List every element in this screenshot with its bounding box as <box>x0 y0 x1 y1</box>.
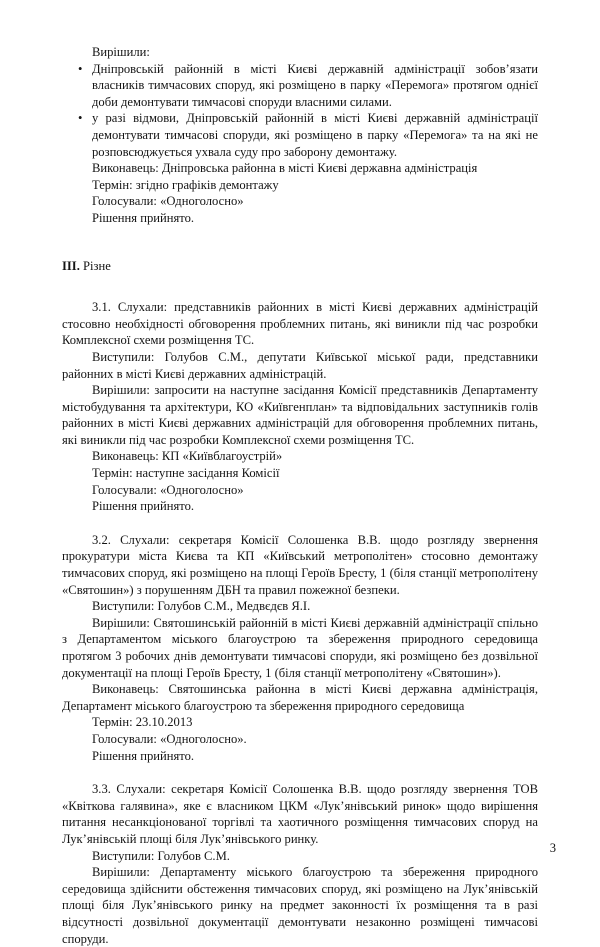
spoke-paragraph: Виступили: Голубов С.М. <box>92 848 230 863</box>
decision-line: Рішення прийнято. <box>92 210 195 225</box>
item-meta-block <box>62 714 538 764</box>
top-item-block <box>62 44 538 227</box>
page-title <box>62 258 538 275</box>
deadline-line: Термін: 23.10.2013 <box>92 715 193 730</box>
vote-line: Голосували: «Одноголосно». <box>92 731 247 746</box>
deadline-line: Термін: наступне засідання Комісії <box>92 466 280 481</box>
page-number: 3 <box>549 841 556 855</box>
agenda-item-3-2 <box>62 532 538 764</box>
resolved-paragraph: Вирішили: запросити на наступне засідання Комісії представників Департаменту містобудування та архітектури, КО «Київгенплан» та відповідальних заступників голів районних в місті Києві державних адміністрацій для обговорення проблемних питань, які виникли під час розробки Комплексної схеми розміщення ТС. <box>62 383 538 447</box>
spacer <box>62 274 538 299</box>
item-meta-block <box>62 448 538 514</box>
deadline-line: Термін: згідно графіків демонтажу <box>92 177 279 192</box>
decision-line: Рішення прийнято. <box>92 748 195 763</box>
section-title-text: Різне <box>79 258 111 273</box>
resolved-paragraph: Вирішили: Департаменту міського благоустрою та збереження природного середовища здійснити обстеження тимчасових споруд, які розміщено на Лук’янівській площі біля Лук’янівського ринку на предмет законності їх розміщення та в разі відсутності дозвільної документації демонтувати незаконно розміщені тимчасові споруди. <box>62 865 538 946</box>
spacer <box>62 515 538 532</box>
listened-paragraph: 3.2. Слухали: секретаря Комісії Солошенка В.В. щодо розгляду звернення прокуратури міста Києва та КП «Київський метрополітен» стосовно демонтажу тимчасових споруд, які розміщено на площі Героїв Бресту, 1 (біля станції метрополітену «Святошин») з порушенням ДБН та правил пожежної безпеки. <box>62 532 538 597</box>
section-number: III. <box>62 258 80 273</box>
top-item-meta-block <box>62 160 538 226</box>
agenda-item-3-3 <box>62 781 538 947</box>
spacer <box>62 227 538 258</box>
agenda-item-3-1 <box>62 299 538 515</box>
bullet-icon: • <box>78 111 83 126</box>
executor-line: Виконавець: КП «Київблагоустрій» <box>92 449 283 464</box>
executor-paragraph: Виконавець: Святошинська районна в місті Києві державна адміністрація, Департамент міського благоустрою та збереження природного середовища <box>62 682 538 713</box>
spoke-paragraph: Виступили: Голубов С.М., Медвєдєв Я.І. <box>92 599 311 614</box>
vote-line: Голосували: «Одноголосно» <box>92 482 244 497</box>
list-item <box>62 110 538 160</box>
executor-line: Виконавець: Дніпровська районна в місті Києві державна адміністрація <box>92 161 478 176</box>
listened-paragraph: 3.3. Слухали: секретаря Комісії Солошенка В.В. щодо розгляду звернення ТОВ «Квіткова галявина», яке є власником ЦКМ «Лук’янівський ринок» щодо вирішення питання несанкціонованої торгівлі та хаотичного розміщення тимчасових споруд на Лук’янівській площі біля Лук’янівського ринку. <box>62 782 538 846</box>
resolved-paragraph: Вирішили: Святошинській районній в місті Києві державній адміністрації спільно з Департаментом міського благоустрою та збереження природного середовища протягом 3 робочих днів демонтувати тимчасові споруди, які розміщено без дозвільної документації на площі Героїв Бресту, 1 (біля станції метрополітену «Святошин»). <box>62 615 538 680</box>
bullet-icon: • <box>78 61 83 76</box>
vote-line: Голосували: «Одноголосно» <box>92 194 244 209</box>
top-item-resolved-label: Вирішили: <box>92 45 150 59</box>
listened-paragraph: 3.1. Слухали: представників районних в місті Києві державних адміністрацій стосовно необхідності обговорення проблемних питань, які виникли під час розробки Комплексної схеми розміщення ТС. <box>62 300 538 348</box>
list-item-text: Дніпровській районній в місті Києві державній адміністрації зобов’язати власників тимчасових споруд, які розміщено в парку «Перемога» протягом однієї доби демонтувати тимчасові споруди власними силами. <box>92 61 538 109</box>
list-item-text: у разі відмови, Дніпровській районній в місті Києві державній адміністрації демонтувати тимчасові споруди, які розміщено в парку «Перемога» та на які не розповсюджується ухвала суду про заборону демонтажу. <box>92 111 538 159</box>
document-body <box>62 44 538 947</box>
spacer <box>62 764 538 781</box>
top-item-bullet-list <box>62 61 538 161</box>
decision-line: Рішення прийнято. <box>92 499 195 514</box>
spoke-paragraph: Виступили: Голубов С.М., депутати Київської міської ради, представники районних в місті Києві державних адміністрацій. <box>62 349 538 381</box>
list-item <box>62 61 538 111</box>
